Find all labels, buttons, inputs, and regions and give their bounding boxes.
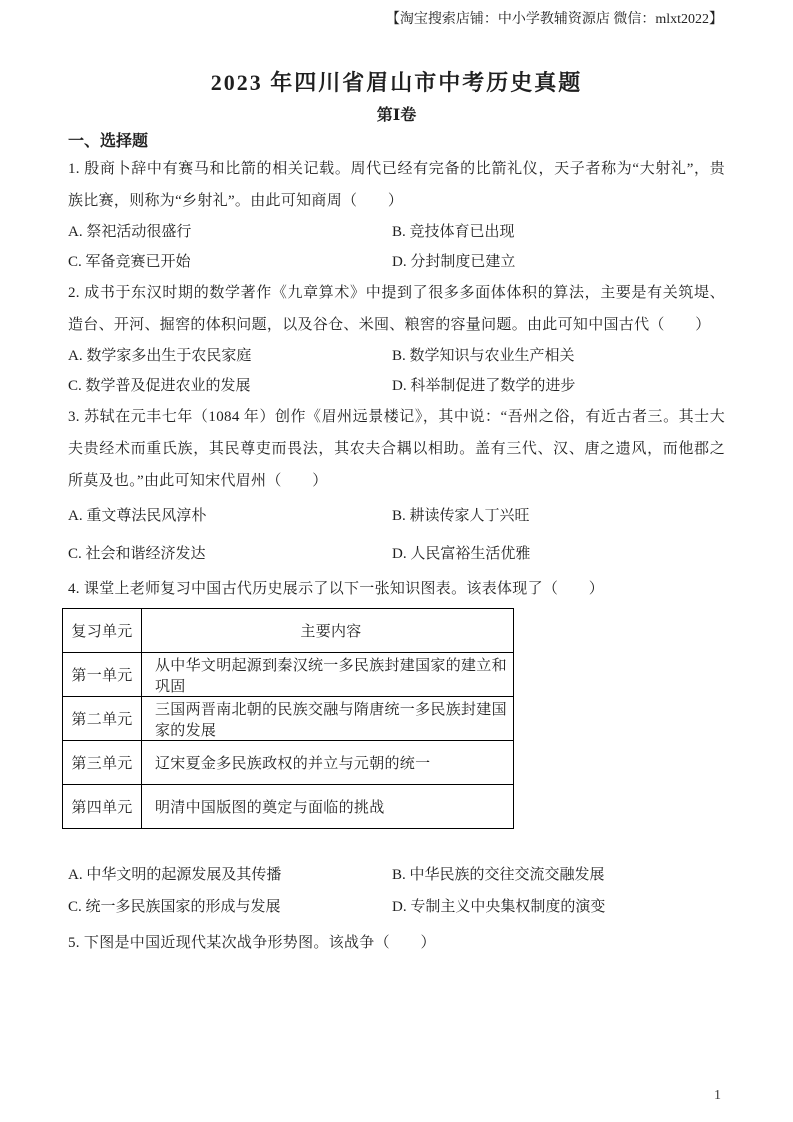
question-4-option-c: C. 统一多民族国家的形成与发展 — [68, 899, 281, 915]
question-2-option-a: A. 数学家多出生于农民家庭 — [68, 348, 252, 364]
table-header-unit: 复习单元 — [63, 609, 142, 653]
question-4-text: 4. 课堂上老师复习中国古代历史展示了以下一张知识图表。该表体现了（ ） — [68, 581, 605, 597]
question-3-option-a: A. 重文尊法民风淳朴 — [68, 508, 207, 524]
table-cell-content-3: 辽宋夏金多民族政权的并立与元朝的统一 — [142, 741, 514, 785]
question-1-text: 1. 殷商卜辞中有赛马和比箭的相关记载。周代已经有完备的比箭礼仪，天子者称为“大射礼”，贵族比赛，则称为“乡射礼”。由此可知商周（ ） — [68, 161, 725, 209]
option-row — [68, 497, 725, 535]
table-cell-unit-4: 第四单元 — [63, 785, 142, 829]
table-row — [63, 785, 514, 829]
table-cell-content-2: 三国两晋南北朝的民族交融与隋唐统一多民族封建国家的发展 — [142, 697, 514, 741]
table-cell-unit-3: 第三单元 — [63, 741, 142, 785]
question-3-option-b: B. 耕读传家人丁兴旺 — [392, 508, 530, 524]
page-title: 2023 年四川省眉山市中考历史真题 — [210, 70, 583, 95]
page-content — [68, 0, 725, 959]
review-units-table — [62, 608, 514, 829]
question-1-options — [68, 217, 725, 277]
question-2-option-c: C. 数学普及促进农业的发展 — [68, 378, 251, 394]
question-2-text: 2. 成书于东汉时期的数学著作《九章算术》中提到了很多多面体体积的算法，主要是有关筑堤、造台、开河、掘窖的体积问题，以及谷仓、米囤、粮窖的容量问题。由此可知中国古代（ ） — [68, 285, 725, 333]
question-1-option-d: D. 分封制度已建立 — [392, 254, 516, 270]
option-row — [68, 535, 725, 573]
question-4-options — [68, 859, 725, 923]
question-3-option-c: C. 社会和谐经济发达 — [68, 546, 206, 562]
header-store-notice: 【淘宝搜索店铺：中小学教辅资源店 微信：mlxt2022】 — [385, 12, 723, 27]
table-row — [63, 741, 514, 785]
question-4-option-b: B. 中华民族的交往交流交融发展 — [392, 867, 605, 883]
question-1-option-c: C. 军备竞赛已开始 — [68, 254, 191, 270]
table-row — [63, 697, 514, 741]
question-4-option-a: A. 中华文明的起源发展及其传播 — [68, 867, 282, 883]
question-5-text: 5. 下图是中国近现代某次战争形势图。该战争（ ） — [68, 935, 436, 951]
volume-label: 第Ⅰ卷 — [376, 107, 417, 124]
option-row — [68, 859, 725, 891]
page-number: 1 — [714, 1088, 721, 1103]
table-row — [63, 653, 514, 697]
table-header-row — [63, 609, 514, 653]
option-row — [68, 371, 725, 401]
question-4-option-d: D. 专制主义中央集权制度的演变 — [392, 899, 606, 915]
question-2-option-b: B. 数学知识与农业生产相关 — [392, 348, 575, 364]
option-row — [68, 217, 725, 247]
table-cell-content-1: 从中华文明起源到秦汉统一多民族封建国家的建立和巩固 — [142, 653, 514, 697]
question-3-options — [68, 497, 725, 573]
option-row — [68, 891, 725, 923]
question-1-option-b: B. 竞技体育已出现 — [392, 224, 515, 240]
question-2-option-d: D. 科举制促进了数学的进步 — [392, 378, 576, 394]
table-cell-unit-1: 第一单元 — [63, 653, 142, 697]
question-3-text: 3. 苏轼在元丰七年（1084 年）创作《眉州远景楼记》，其中说：“吾州之俗，有近古者三。其士大夫贵经术而重氏族，其民尊吏而畏法，其农夫合耦以相助。盖有三代、汉、唐之遗风，而他郡之所莫及也。”由此可知宋代眉州（ ） — [68, 409, 725, 489]
question-2-options — [68, 341, 725, 401]
question-3-option-d: D. 人民富裕生活优雅 — [392, 546, 531, 562]
table-header-content: 主要内容 — [142, 609, 514, 653]
section-heading-choice-questions: 一、选择题 — [68, 133, 149, 150]
table-cell-content-4: 明清中国版图的奠定与面临的挑战 — [142, 785, 514, 829]
option-row — [68, 247, 725, 277]
option-row — [68, 341, 725, 371]
table-cell-unit-2: 第二单元 — [63, 697, 142, 741]
question-1-option-a: A. 祭祀活动很盛行 — [68, 224, 192, 240]
